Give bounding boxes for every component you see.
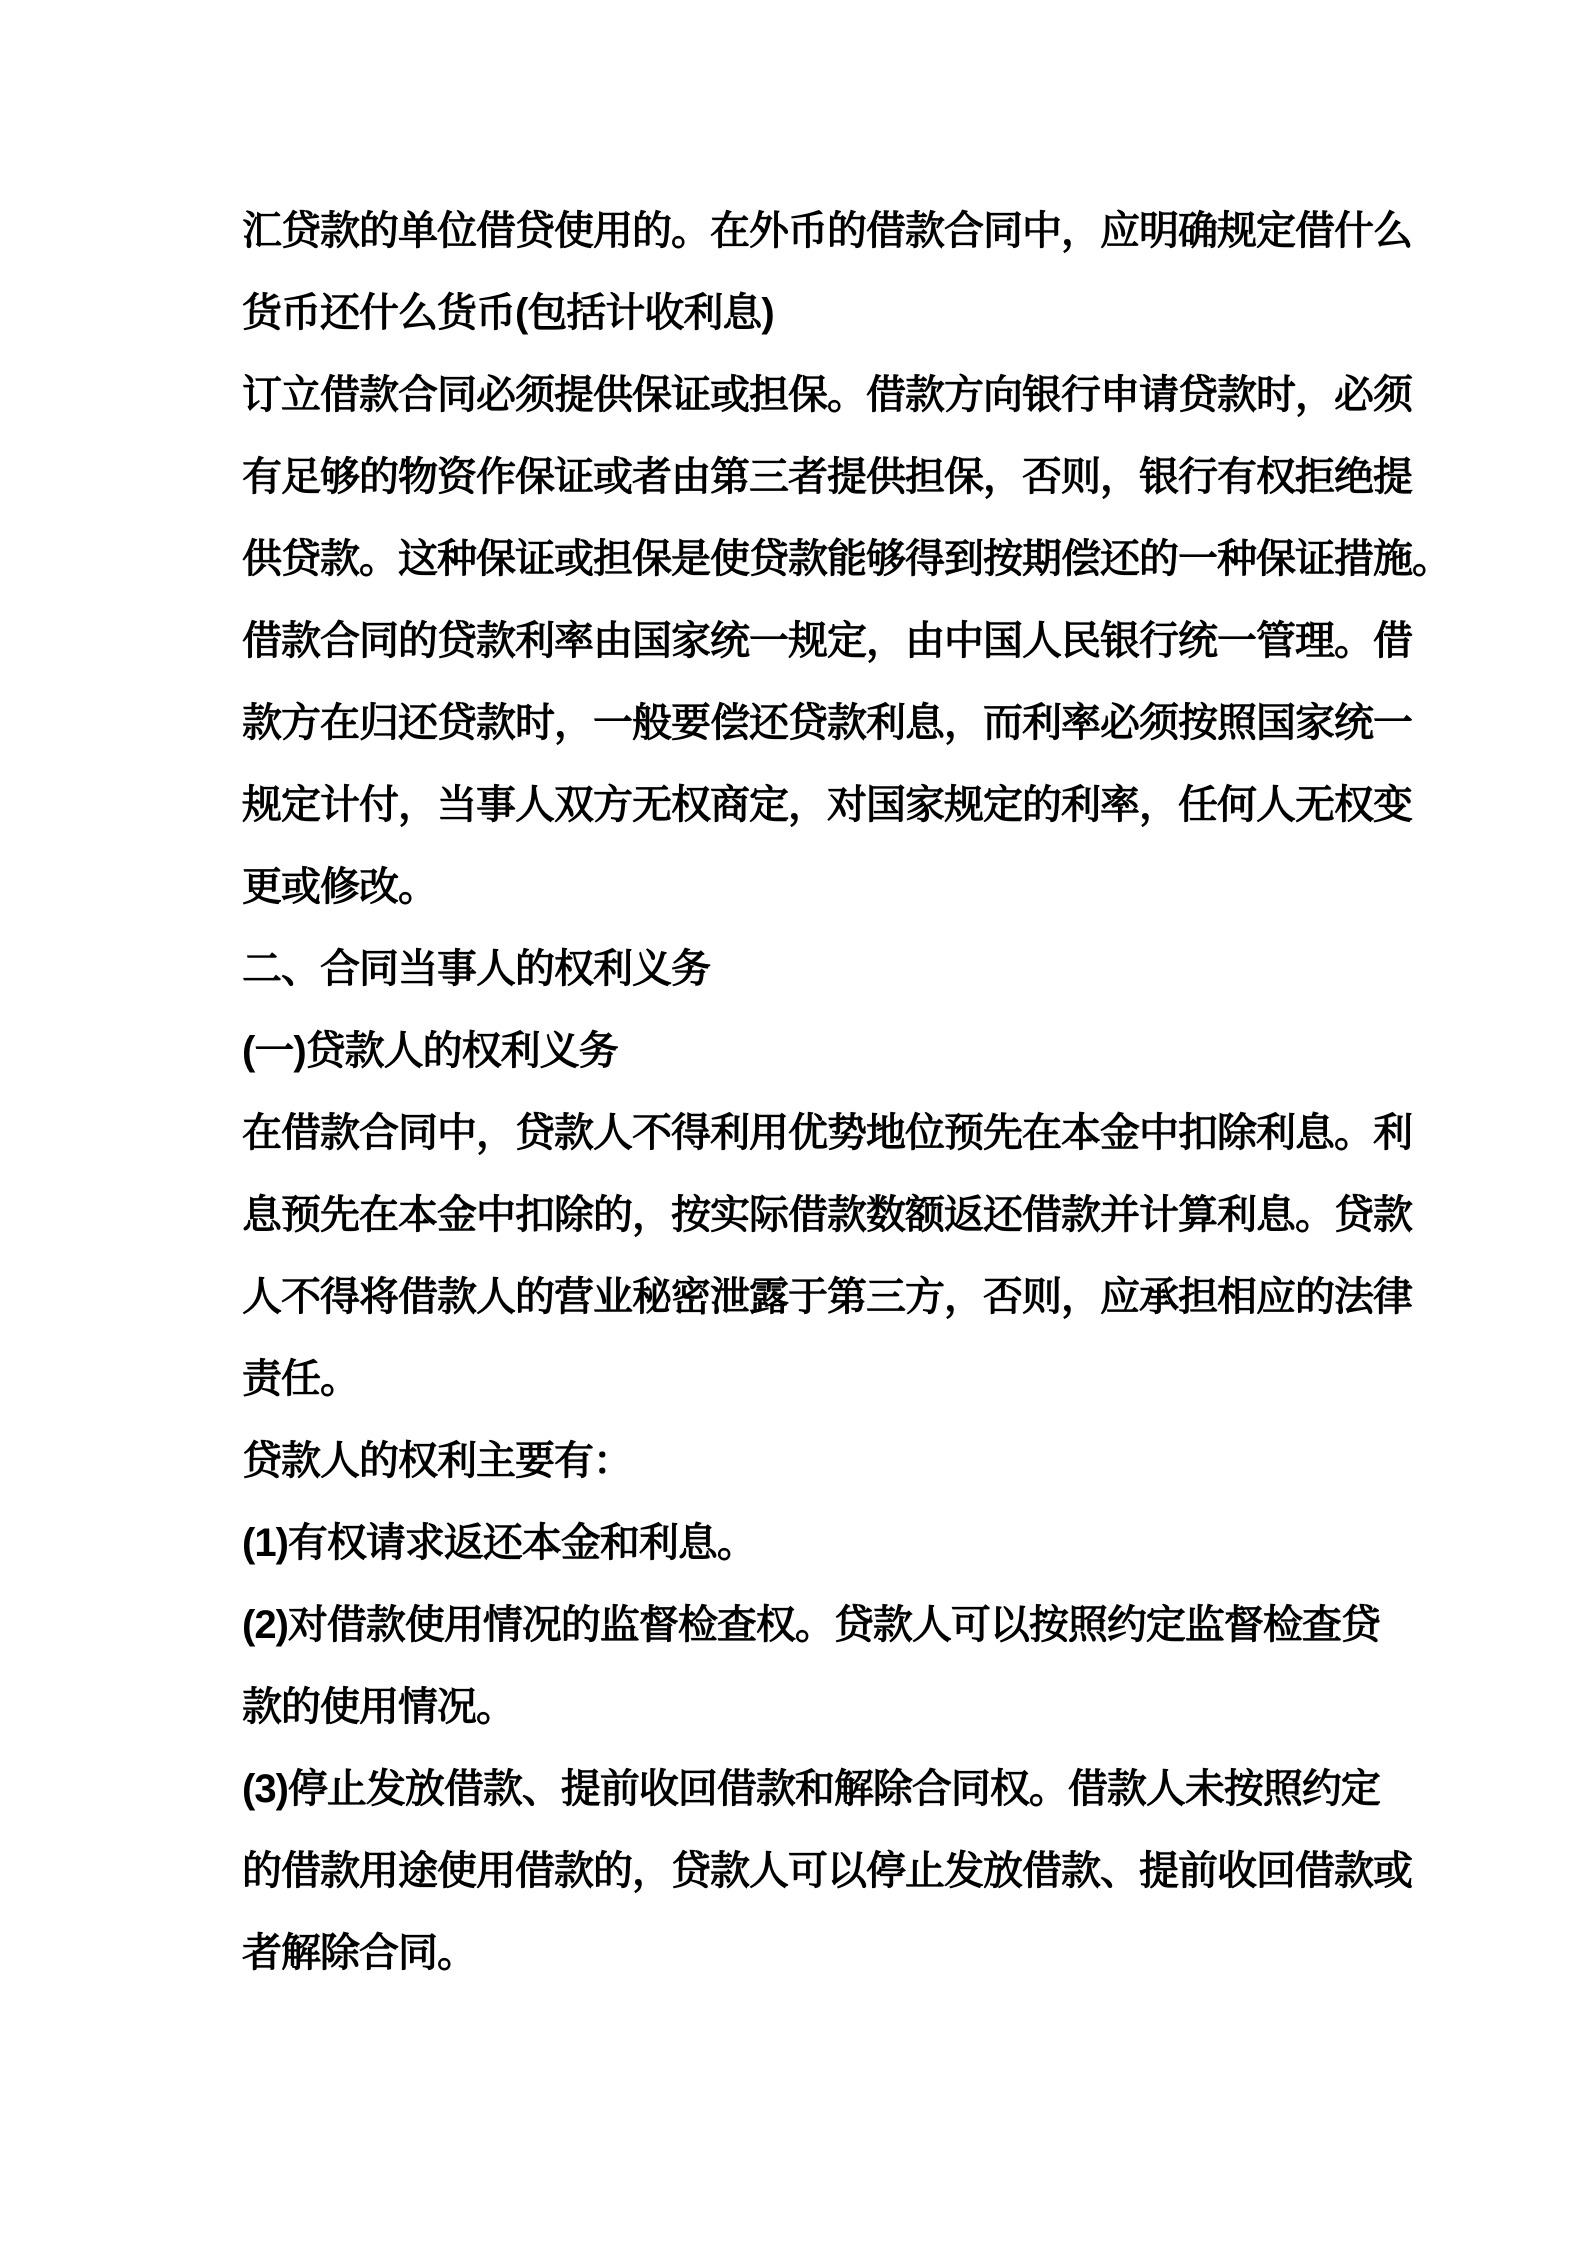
text-line: 贷款人的权利主要有： bbox=[242, 1439, 632, 1483]
text-line: 款方在归还贷款时，一般要偿还贷款利息，而利率必须按照国家统一 bbox=[242, 701, 1412, 745]
text-line: 息预先在本金中扣除的，按实际借款数额返还借款并计算利息。贷款 bbox=[242, 1193, 1412, 1237]
text-line-section-heading: 二、合同当事人的权利义务 bbox=[242, 947, 710, 991]
text-line: 汇贷款的单位借贷使用的。在外币的借款合同中，应明确规定借什么 bbox=[242, 209, 1412, 253]
text-line: 在借款合同中，贷款人不得利用优势地位预先在本金中扣除利息。利 bbox=[242, 1111, 1412, 1155]
text-line: 规定计付，当事人双方无权商定，对国家规定的利率，任何人无权变 bbox=[242, 783, 1412, 827]
text-line: 货币还什么货币(包括计收利息) bbox=[242, 291, 774, 335]
text-line-list-item: (1)有权请求返还本金和利息。 bbox=[242, 1521, 756, 1565]
text-line: 借款合同的贷款利率由国家统一规定，由中国人民银行统一管理。借 bbox=[242, 619, 1412, 663]
text-line: 者解除合同。 bbox=[242, 1931, 476, 1975]
text-line-subsection-heading: (一)贷款人的权利义务 bbox=[242, 1029, 618, 1073]
text-line-list-item: (3)停止发放借款、提前收回借款和解除合同权。借款人未按照约定 bbox=[242, 1767, 1380, 1811]
text-line: 款的使用情况。 bbox=[242, 1685, 515, 1729]
text-line-list-item: (2)对借款使用情况的监督检查权。贷款人可以按照约定监督检查贷 bbox=[242, 1603, 1380, 1647]
text-line: 订立借款合同必须提供保证或担保。借款方向银行申请贷款时，必须 bbox=[242, 373, 1412, 417]
text-line: 责任。 bbox=[242, 1357, 359, 1401]
text-line: 更或修改。 bbox=[242, 865, 437, 909]
text-line: 供贷款。这种保证或担保是使贷款能够得到按期偿还的一种保证措施。 bbox=[242, 537, 1451, 581]
text-line: 有足够的物资作保证或者由第三者提供担保，否则，银行有权拒绝提 bbox=[242, 455, 1412, 499]
text-line: 的借款用途使用借款的，贷款人可以停止发放借款、提前收回借款或 bbox=[242, 1849, 1412, 1893]
text-line: 人不得将借款人的营业秘密泄露于第三方，否则，应承担相应的法律 bbox=[242, 1275, 1412, 1319]
document-text-block bbox=[242, 190, 1451, 1994]
